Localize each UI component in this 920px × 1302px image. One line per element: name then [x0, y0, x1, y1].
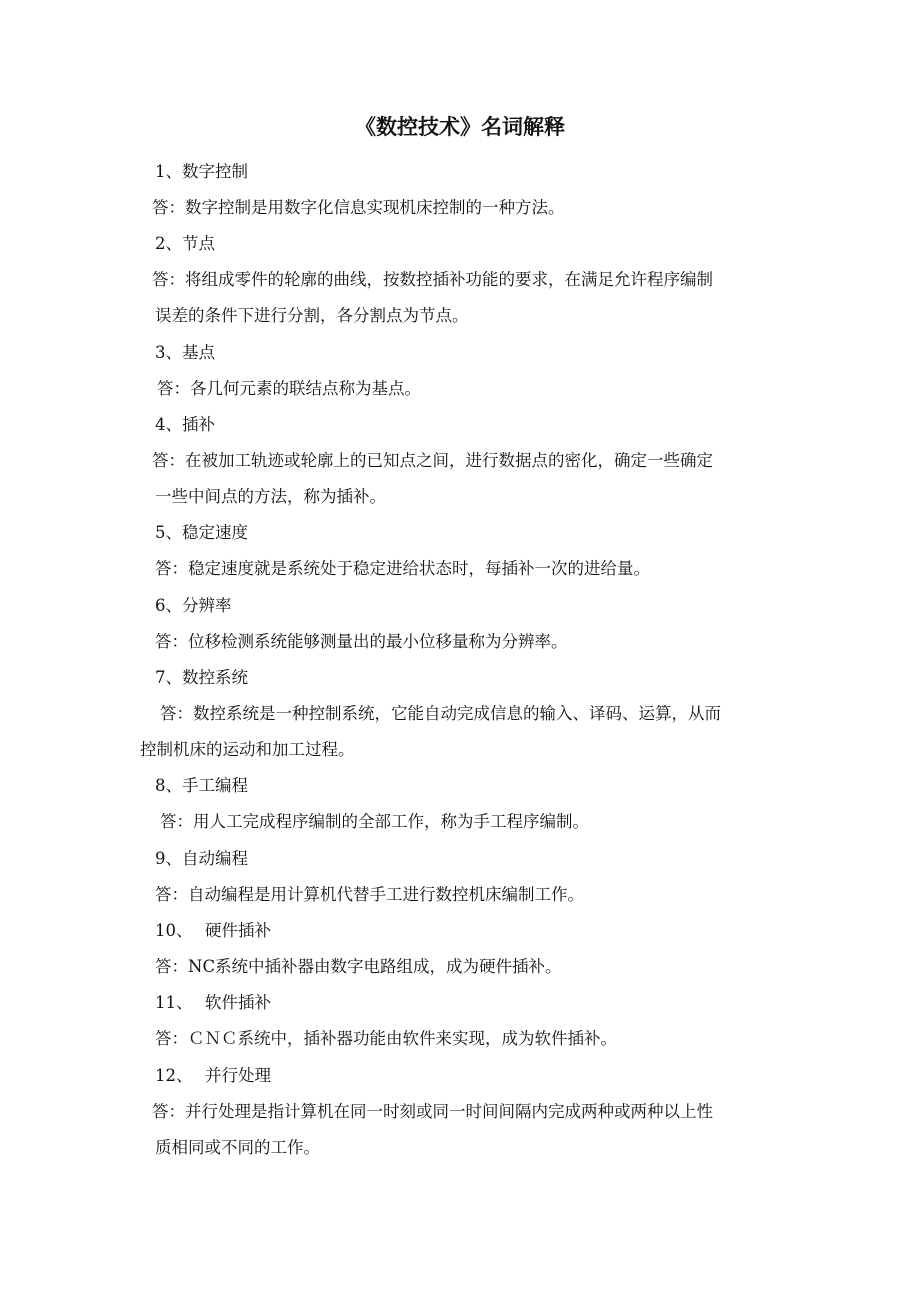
term-text: 插补	[182, 415, 215, 434]
term-heading	[155, 233, 215, 255]
answer-line: 答：各几何元素的联结点称为基点。	[157, 379, 421, 398]
answer-line: 答：ＣＮＣ系统中，插补器功能由软件来实现，成为软件插补。	[155, 1029, 617, 1048]
answer-line: 答：自动编程是用计算机代替手工进行数控机床编制工作。	[155, 885, 584, 904]
answer-line: 答：NC系统中插补器由数字电路组成，成为硬件插补。	[155, 957, 562, 976]
term-number: 12、	[155, 1066, 193, 1085]
answer-line: 答：在被加工轨迹或轮廓上的已知点之间，进行数据点的密化，确定一些确定	[152, 451, 713, 470]
term-heading	[155, 342, 215, 364]
answer-line: 一些中间点的方法，称为插补。	[155, 487, 386, 506]
term-heading	[155, 1065, 271, 1087]
term-number: 8、	[155, 776, 182, 795]
term-heading	[155, 522, 248, 544]
term-text: 数字控制	[182, 162, 248, 181]
term-number: 3、	[155, 343, 182, 362]
answer-line: 控制机床的运动和加工过程。	[140, 740, 355, 759]
answer-line: 答：并行处理是指计算机在同一时刻或同一时间间隔内完成两种或两种以上性	[152, 1102, 713, 1121]
term-number: 4、	[155, 415, 182, 434]
term-text: 数控系统	[182, 668, 248, 687]
term-heading	[155, 161, 248, 183]
term-number: 9、	[155, 849, 182, 868]
term-heading	[155, 667, 248, 689]
page-title: 《数控技术》名词解释	[355, 114, 565, 139]
term-number: 5、	[155, 523, 182, 542]
term-heading	[155, 414, 215, 436]
term-number: 11、	[155, 993, 193, 1012]
term-number: 7、	[155, 668, 182, 687]
answer-line: 答：将组成零件的轮廓的曲线，按数控插补功能的要求，在满足允许程序编制	[152, 270, 713, 289]
term-text: 基点	[182, 343, 215, 362]
term-text: 自动编程	[182, 849, 248, 868]
answer-line: 答：位移检测系统能够测量出的最小位移量称为分辨率。	[155, 632, 568, 651]
answer-line: 答：稳定速度就是系统处于稳定进给状态时，每插补一次的进给量。	[155, 559, 650, 578]
answer-line: 质相同或不同的工作。	[155, 1138, 320, 1157]
term-number: 6、	[155, 596, 182, 615]
answer-line: 误差的条件下进行分割，各分割点为节点。	[155, 306, 469, 325]
term-heading	[155, 992, 271, 1014]
term-number: 1、	[155, 162, 182, 181]
term-text: 软件插补	[205, 993, 271, 1012]
term-number: 2、	[155, 234, 182, 253]
term-heading	[155, 775, 248, 797]
term-text: 稳定速度	[182, 523, 248, 542]
answer-line: 答：用人工完成程序编制的全部工作，称为手工程序编制。	[160, 812, 589, 831]
term-text: 节点	[182, 234, 215, 253]
term-number: 10、	[155, 921, 193, 940]
answer-line: 答：数控系统是一种控制系统，它能自动完成信息的输入、译码、运算，从而	[160, 704, 721, 723]
term-text: 分辨率	[182, 596, 232, 615]
term-text: 手工编程	[182, 776, 248, 795]
term-heading	[155, 920, 271, 942]
term-heading	[155, 595, 232, 617]
answer-line: 答：数字控制是用数字化信息实现机床控制的一种方法。	[152, 198, 565, 217]
term-heading	[155, 848, 248, 870]
term-text: 并行处理	[205, 1066, 271, 1085]
term-text: 硬件插补	[205, 921, 271, 940]
